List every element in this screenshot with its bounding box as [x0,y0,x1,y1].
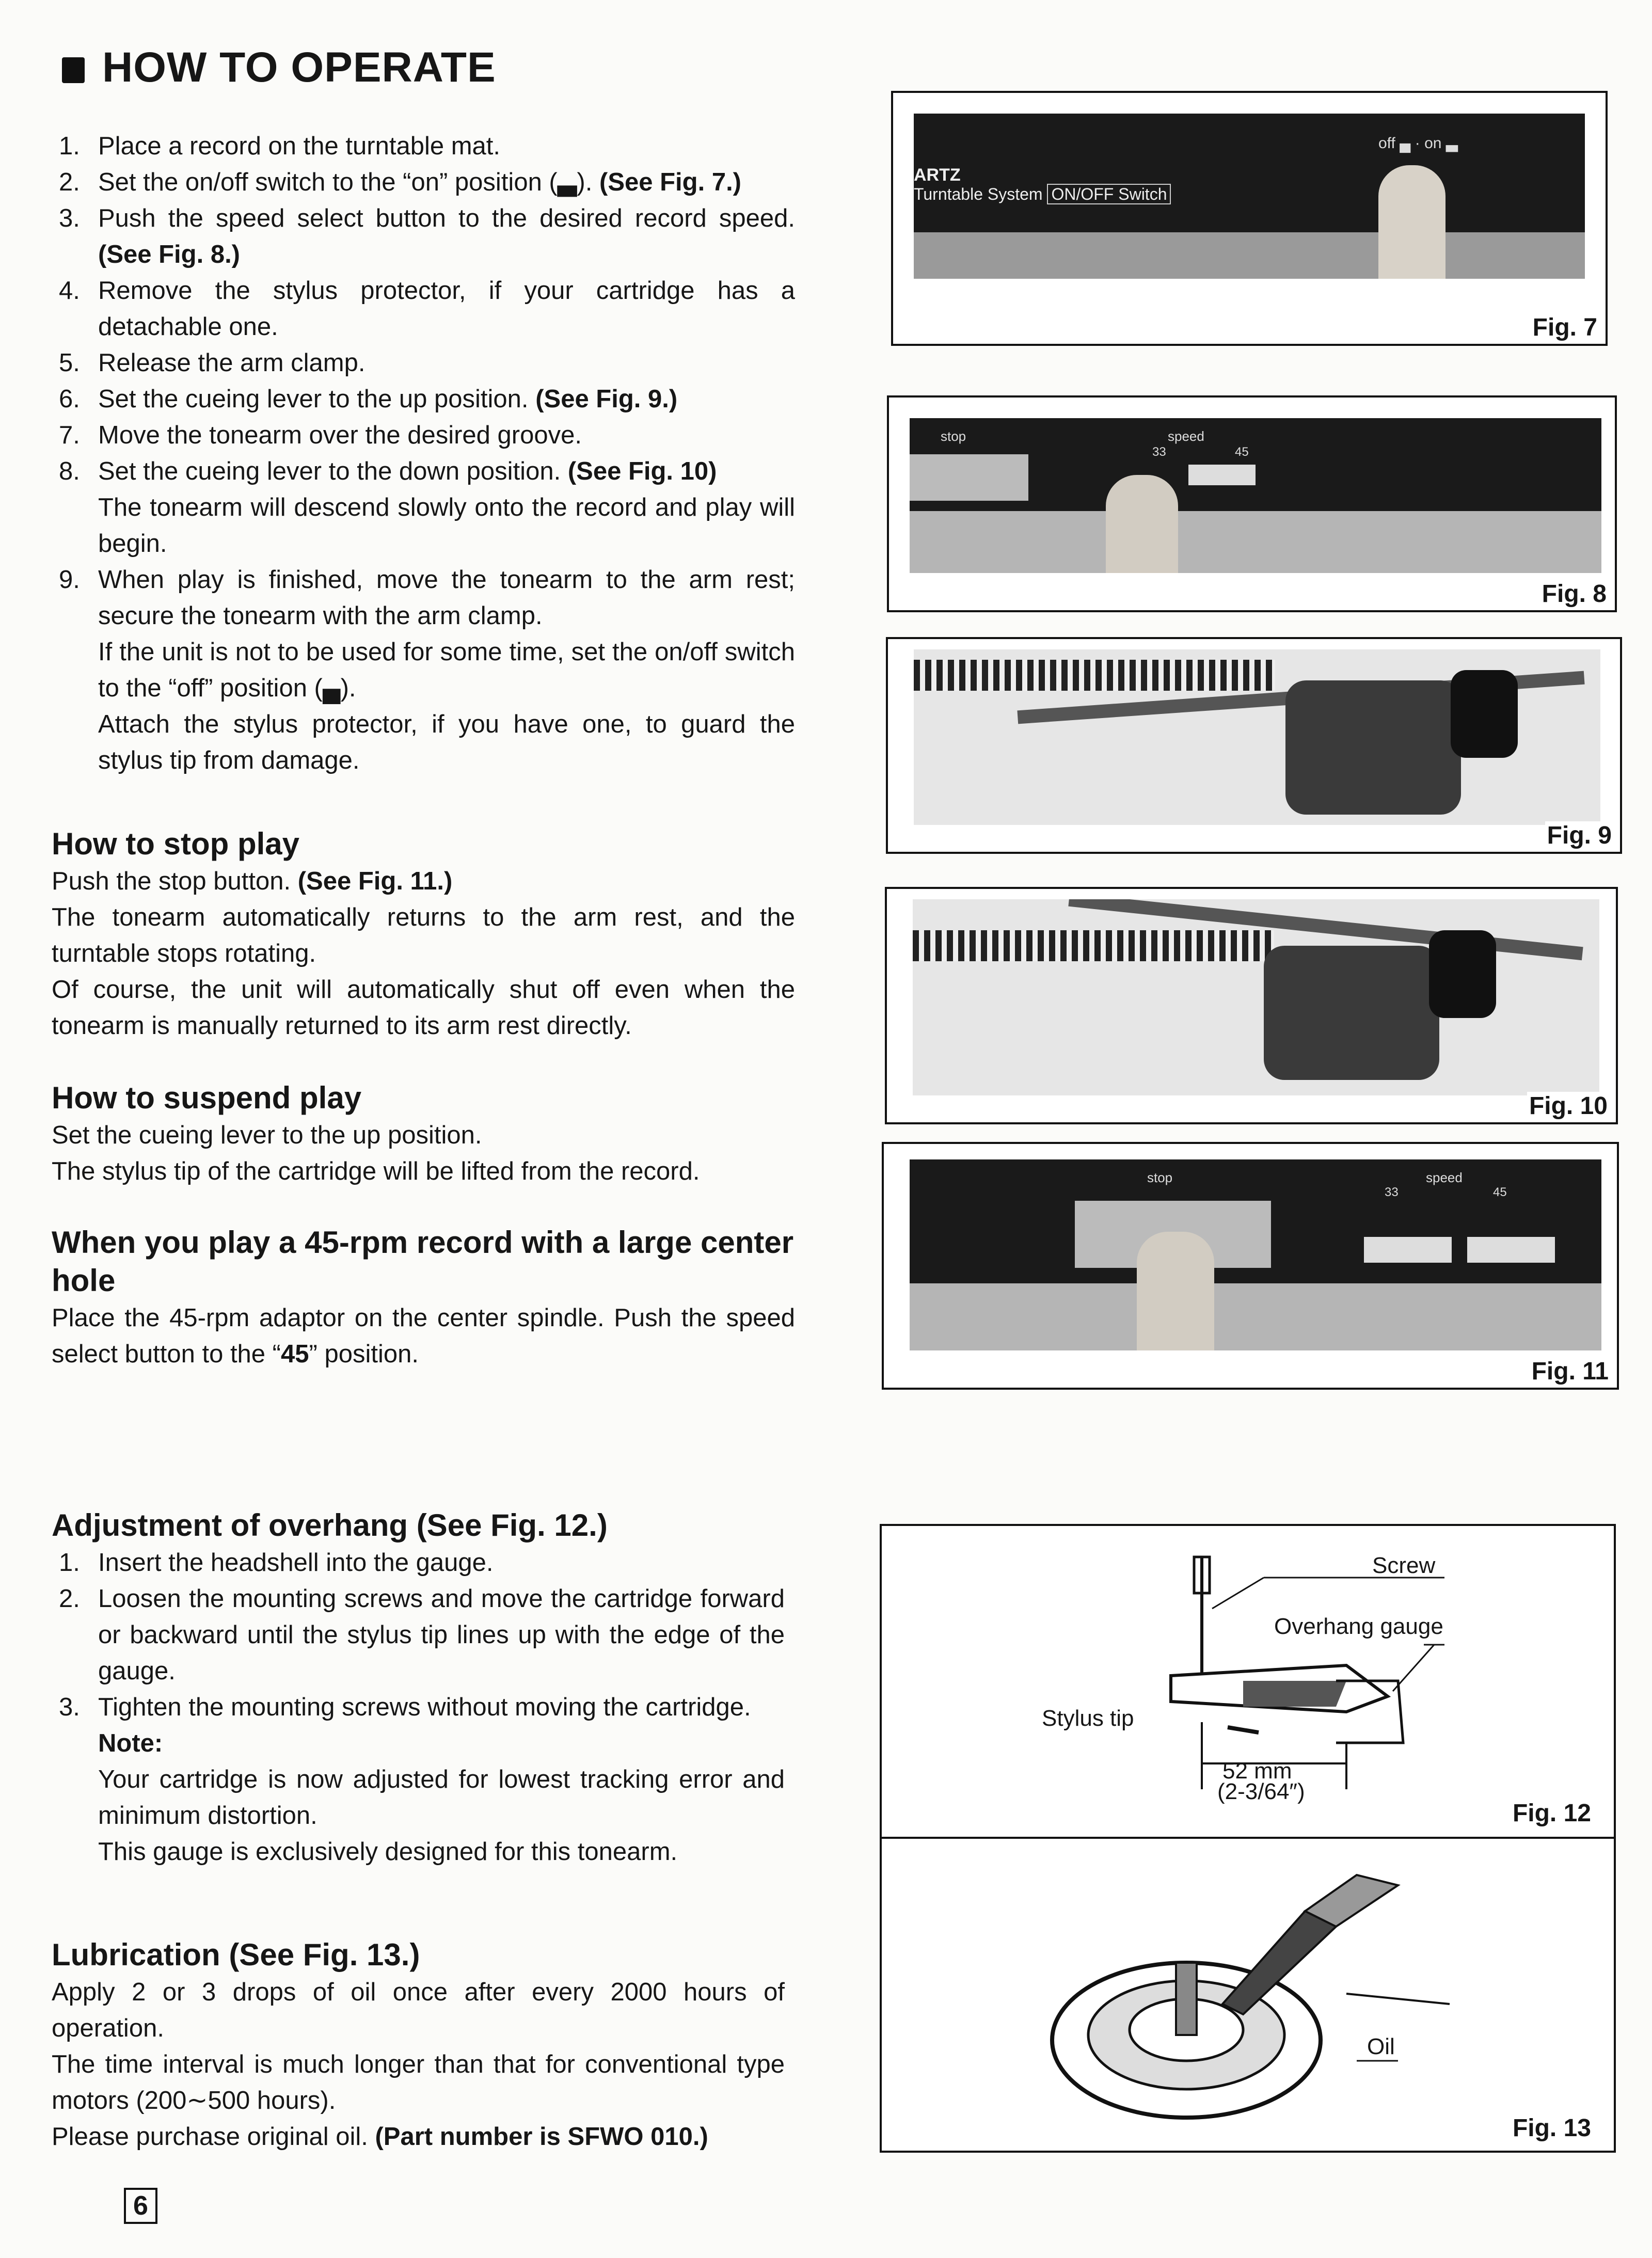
rpm45-section: When you play a 45-rpm record with a large center hole Place the 45-rpm adaptor on the center spindle. Push the speed select button to the “45” position. [52,1223,795,1372]
motor-oiling-diagram [882,1839,1614,2151]
step-item: 2. Set the on/off switch to the “on” position (▃). (See Fig. 7.) [59,168,742,196]
step-item: 3. Tighten the mounting screws without moving the cartridge. Note: Your cartridge is now adjusted for lowest tracking error and minimum distortion. This gauge is exclusively designed for this tonearm. [59,1693,785,1866]
operation-steps [52,128,795,778]
step-item: 3. Push the speed select button to the desired record speed. (See Fig. 8.) [59,204,795,268]
step-item: 2. Loosen the mounting screws and move the cartridge forward or backward until the stylus tip lines up with the edge of the gauge. [59,1585,785,1685]
step-item: 9. When play is finished, move the tonearm to the arm rest; secure the tonearm with the arm clamp. If the unit is not to be used for some time, set the on/off switch to the “off” position (▄). Attach the stylus protector, if you have one, to guard the stylus tip from damage. [59,566,795,774]
step-item: 4. Remove the stylus protector, if your cartridge has a detachable one. [59,277,795,341]
finger-icon [1378,165,1446,279]
step-item: 1. Insert the headshell into the gauge. [59,1549,494,1577]
suspend-play-section: How to suspend play Set the cueing lever to the up position. The stylus tip of the cartridge will be lifted from the record. [52,1079,795,1189]
section-title: How to suspend play [52,1080,362,1115]
section-title: Adjustment of overhang (See Fig. 12.) [52,1508,608,1543]
finger-icon [1137,1232,1214,1350]
section-title: When you play a 45-rpm record with a large center hole [52,1225,794,1298]
lubrication-section: Lubrication (See Fig. 13.) Apply 2 or 3 drops of oil once after every 2000 hours of operation. The time interval is much longer than that for conventional type motors (200∼500 hours). Please purchase original oil. (Part number is SFWO 010.) [52,1936,785,2155]
fig12-diagram: Screw Overhang gauge Stylus tip 52 mm (2-3/64″) Fig. 12 [880,1524,1616,1839]
overhang-section [52,1506,785,1870]
finger-icon [1106,475,1178,573]
fig9-photo: Fig. 9 [886,637,1622,854]
section-title: How to stop play [52,826,299,861]
fig11-photo: stop speed 33 45 Fig. 11 [882,1142,1619,1390]
fig8-photo: stop speed 33 45 Fig. 8 [887,395,1617,612]
fig7-photo: ARTZ Turntable System ON/OFF Switch off ▄ · on ▃ Fig. 7 [891,91,1608,346]
step-item: 6. Set the cueing lever to the up position. (See Fig. 9.) [59,385,678,413]
step-item: 5. Release the arm clamp. [59,349,366,377]
section-title: Lubrication (See Fig. 13.) [52,1937,420,1972]
fig13-diagram: Oil Fig. 13 [880,1837,1616,2153]
page-heading: HOW TO OPERATE [62,43,496,92]
bullet-square-icon [62,57,85,83]
step-item: 1. Place a record on the turntable mat. [59,132,500,160]
page-number: 6 [124,2188,157,2224]
stop-play-section: How to stop play Push the stop button. (See Fig. 11.) The tonearm automatically returns to the arm rest, and the turntable stops rotating. Of course, the unit will automatically shut off even when the tonearm is manually returned to its arm rest directly. [52,825,795,1044]
step-item: 7. Move the tonearm over the desired groove. [59,421,582,449]
step-item: 8. Set the cueing lever to the down position. (See Fig. 10) The tonearm will descend slowly onto the record and play will begin. [59,457,795,558]
fig10-photo: Fig. 10 [885,887,1618,1124]
turntable-front-panel: ARTZ Turntable System ON/OFF Switch off ▄ · on ▃ [914,114,1585,279]
